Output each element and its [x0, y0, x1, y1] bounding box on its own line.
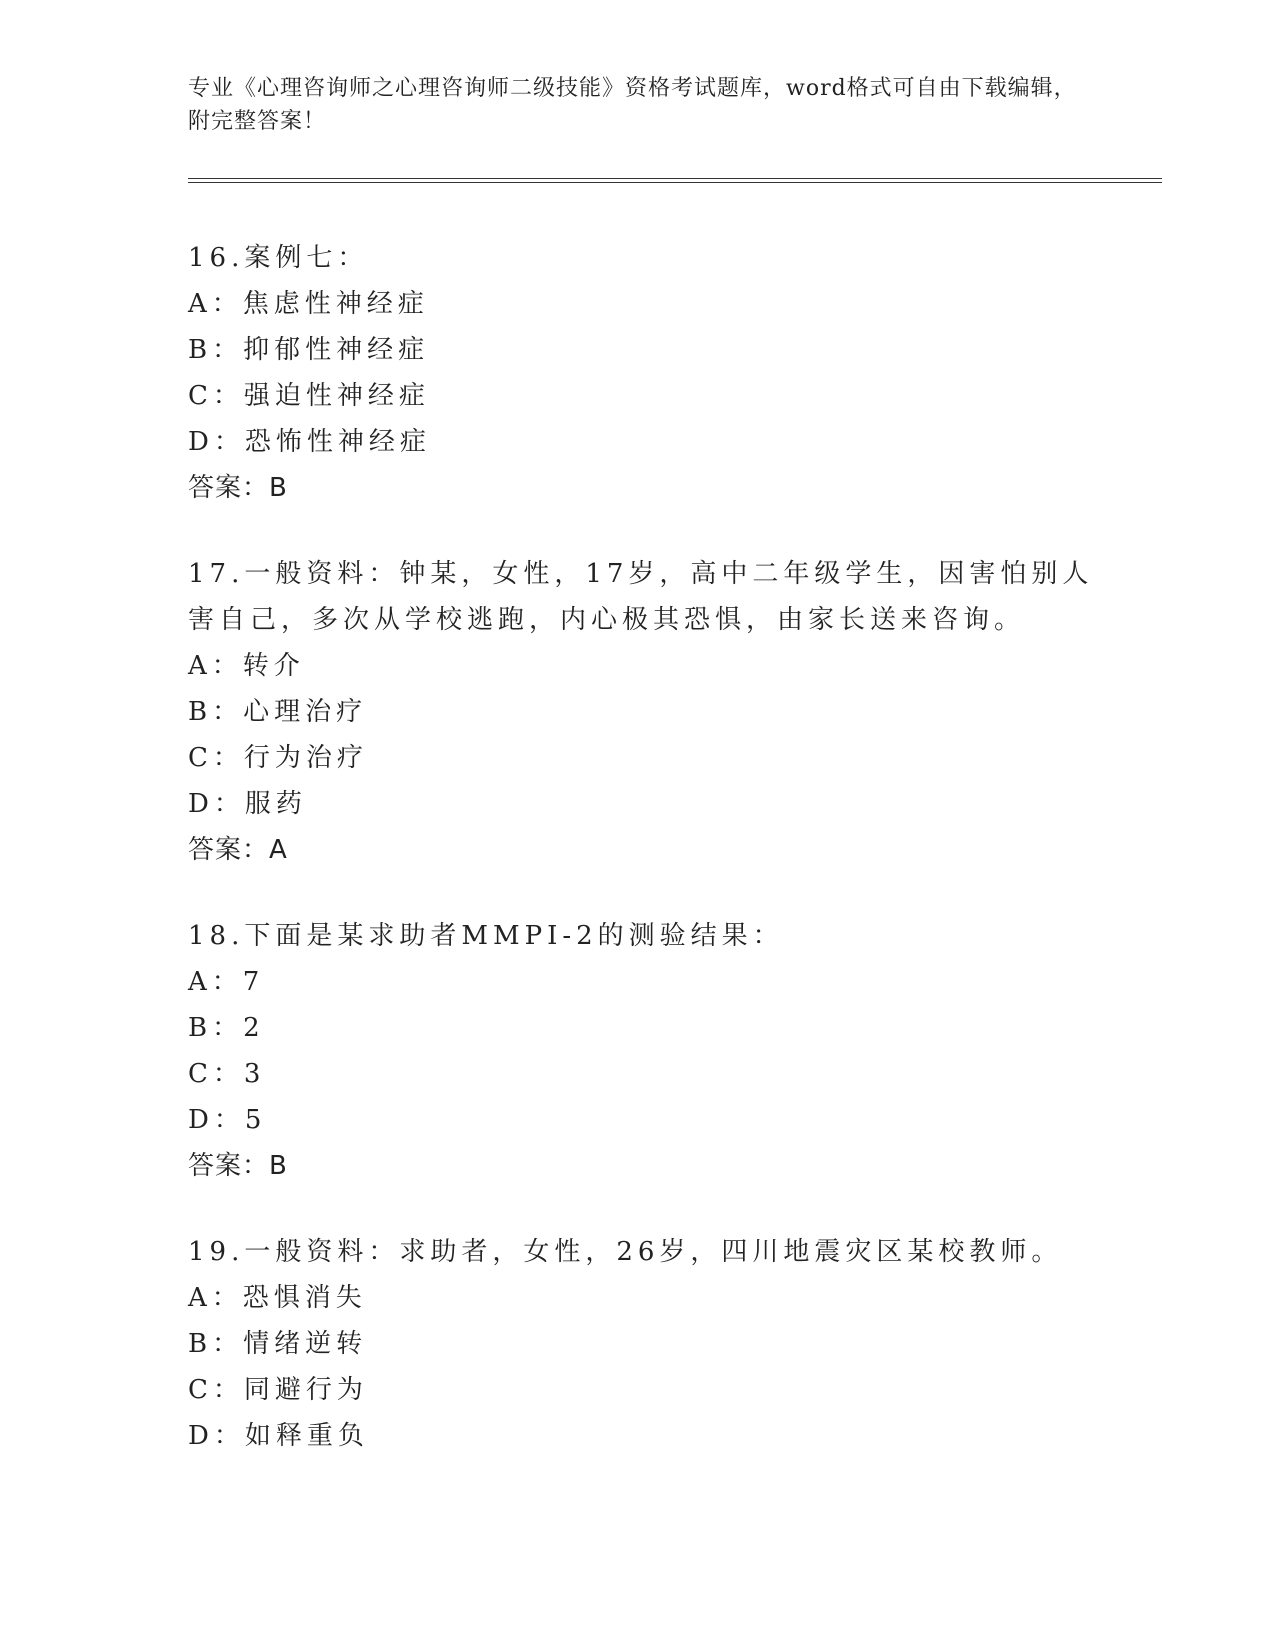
header-divider [188, 178, 1162, 183]
option-b: B：心理治疗 [188, 697, 368, 727]
option-a: A：恐惧消失 [188, 1283, 367, 1313]
option-b: B：抑郁性神经症 [188, 335, 430, 365]
answer-line: 答案：B [188, 1151, 288, 1181]
option-c: C：行为治疗 [188, 743, 368, 773]
question-list [188, 235, 1108, 1499]
option-d: D：5 [188, 1105, 267, 1135]
option-d: D：服药 [188, 789, 307, 819]
option-b: B：2 [188, 1013, 265, 1043]
option-c: C：强迫性神经症 [188, 381, 430, 411]
option-d: D：如释重负 [188, 1421, 369, 1451]
question-16 [188, 235, 1108, 511]
question-17 [188, 551, 1108, 873]
question-18 [188, 913, 1108, 1189]
question-stem: 18.下面是某求助者MMPI-2的测验结果： [188, 921, 784, 951]
answer-line: 答案：A [188, 835, 288, 865]
question-stem: 16.案例七： [188, 243, 369, 273]
option-a: A：焦虑性神经症 [188, 289, 429, 319]
option-a: A：转介 [188, 651, 305, 681]
document-header: 专业《心理咨询师之心理咨询师二级技能》资格考试题库，word格式可自由下载编辑，附完整答案！ [188, 76, 1077, 134]
question-stem: 17.一般资料：钟某，女性，17岁，高中二年级学生，因害怕别人害自己，多次从学校逃跑，内心极其恐惧，由家长送来咨询。 [188, 559, 1094, 635]
answer-line: 答案：B [188, 473, 288, 503]
option-c: C：同避行为 [188, 1375, 368, 1405]
question-19 [188, 1229, 1108, 1459]
option-a: A：7 [188, 967, 265, 997]
option-c: C：3 [188, 1059, 266, 1089]
option-d: D：恐怖性神经症 [188, 427, 431, 457]
option-b: B：情绪逆转 [188, 1329, 368, 1359]
question-stem: 19.一般资料：求助者，女性，26岁，四川地震灾区某校教师。 [188, 1237, 1063, 1267]
